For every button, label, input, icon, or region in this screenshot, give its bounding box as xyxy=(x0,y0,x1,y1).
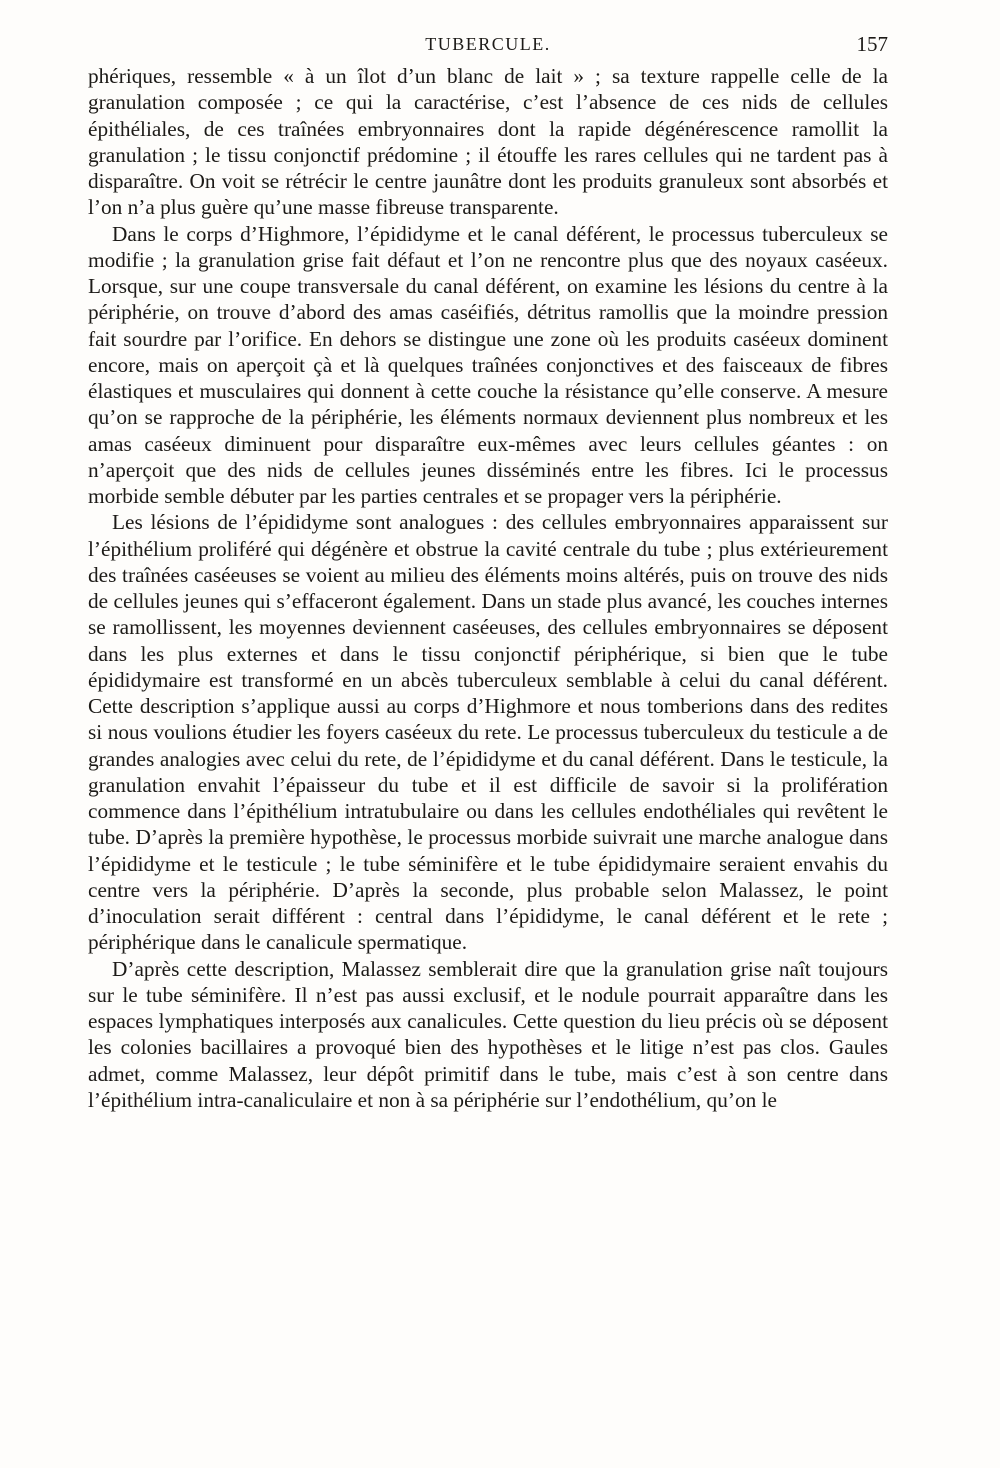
running-head xyxy=(88,32,888,60)
paragraph-2: Dans le corps d’Highmore, l’épididyme et le canal déférent, le processus tuberculeux se modifie ; la granulation grise fait défaut et l’on ne rencontre plus que des noyaux caséeux. Lorsque, sur une coupe transversale du canal déférent, on examine les lésions du centre à la périphérie, on trouve d’abord des amas caséifiés, détritus ramollis que la moindre pression fait sourdre par l’orifice. En dehors se distingue une zone où les produits caséeux dominent encore, mais on aperçoit çà et là quelques traînées conjonctives et des faisceaux de fibres élastiques et musculaires qui donnent à cette couche la résistance qu’elle conserve. A mesure qu’on se rapproche de la périphérie, les éléments normaux deviennent plus nombreux et les amas caséeux diminuent pour disparaître eux-mêmes avec leurs cellules géantes : on n’aperçoit que des nids de cellules jeunes disséminés entre les fibres. Ici le processus morbide semble débuter par les parties centrales et se propager vers la périphérie. xyxy=(88,221,888,508)
running-title: TUBERCULE. xyxy=(425,34,551,54)
body-text xyxy=(88,63,888,1113)
page-number: 157 xyxy=(856,32,888,56)
bottom-margin xyxy=(0,1360,1000,1468)
paragraph-3: Les lésions de l’épididyme sont analogues : des cellules embryonnaires apparaissent sur l’épithélium proliféré qui dégénère et obstrue la cavité centrale du tube ; plus extérieurement des traînées caséeuses se voient au milieu des éléments moins altérés, puis on trouve des nids de cellules jeunes qui s’effaceront également. Dans un stade plus avancé, les couches internes se ramollissent, les moyennes deviennent caséeuses, des cellules embryonnaires se déposent dans les plus externes et dans le tissu conjonctif périphérique, si bien que le tube épididymaire est transformé en un abcès tuberculeux semblable à celui du canal déférent. Cette description s’applique aussi au corps d’Highmore et nous tomberions dans des redites si nous voulions étudier les foyers caséeux du rete. Le processus tuberculeux du testicule a de grandes analogies avec celui du rete, de l’épididyme et du canal déférent. Dans le testicule, la granulation envahit l’épaisseur du tube et il est difficile de savoir si la prolifération commence dans l’épithélium intratubulaire ou dans les cellules endothéliales qui revêtent le tube. D’après la première hypothèse, le processus morbide suivrait une marche analogue dans l’épididyme et le testicule ; le tube séminifère et le tube épididymaire seraient envahis du centre vers la périphérie. D’après la seconde, plus probable selon Malassez, le point d’inoculation serait différent : central dans l’épididyme, le canal déférent et le rete ; périphérique dans le canalicule spermatique. xyxy=(88,510,888,955)
paragraph-1: phériques, ressemble « à un îlot d’un blanc de lait » ; sa texture rappelle celle de la granulation composée ; ce qui la caractérise, c’est l’absence de ces nids de cellules épithéliales, de ces traînées embryonnaires dont la rapide dégénérescence ramollit la granulation ; le tissu conjonctif prédomine ; il étouffe les rares cellules qui ne tardent pas à disparaître. On voit se rétrécir le centre jaunâtre dont les produits granuleux sont absorbés et l’on n’a plus guère qu’une masse fibreuse transparente. xyxy=(88,64,888,220)
paragraph-4: D’après cette description, Malassez semblerait dire que la granulation grise naît toujours sur le tube séminifère. Il n’est pas aussi exclusif, et le nodule pourrait apparaître dans les espaces lymphatiques interposés aux canalicules. Cette question du lieu précis où se déposent les colonies bacillaires a provoqué bien des hypothèses et le litige n’est pas clos. Gaules admet, comme Malassez, leur dépôt primitif dans le tube, mais c’est à son centre dans l’épithélium intra-canaliculaire et non à sa périphérie sur l’endothélium, qu’on le xyxy=(88,956,888,1112)
